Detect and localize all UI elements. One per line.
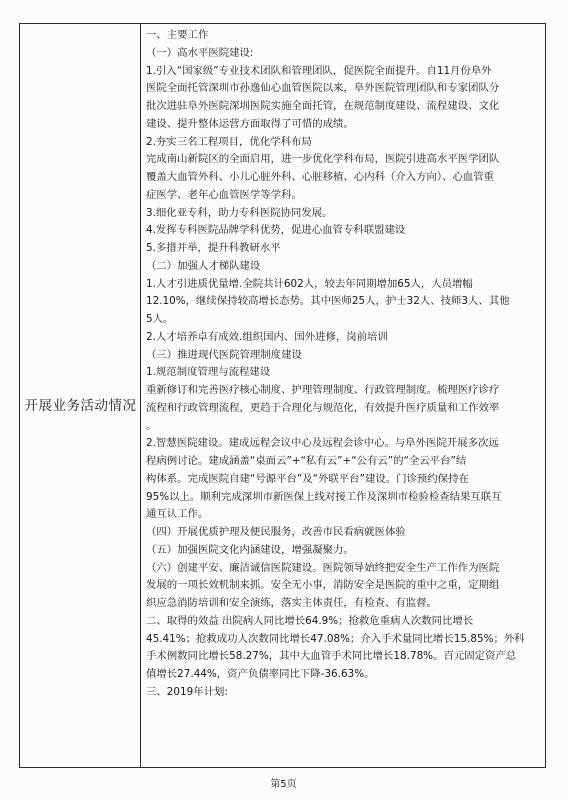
content-line: 5.多措并举，提升科教研水平 — [146, 242, 281, 254]
content-line: （一）高水平医院建设: — [146, 46, 254, 59]
content-line: 重新修订和完善医疗核心制度、护理管理制度、行政管理制度。梳理医疗诊疗 — [146, 384, 500, 396]
content-line: 12.10%，继续保持较高增长态势。其中医师25人，护士32人、技师3人、其他 — [146, 295, 510, 308]
content-line: 医院全面托管深圳市孙逸仙心血管医院以来，阜外医院管理团队和专家团队分 — [146, 82, 500, 95]
content-line: 2.智慧医院建设。建成远程会议中心及远程会诊中心。与阜外医院开展多次远 — [146, 437, 499, 450]
content-line: 二、取得的效益 出院病人同比增长64.9%；抢救危重病人次数同比增长 — [146, 614, 474, 627]
content-line: （三）推进现代医院管理制度建设 — [146, 348, 302, 361]
content-line: 2.人才培养卓有成效.组织国内、国外进修，岗前培训 — [146, 330, 388, 343]
content-line: 4.发挥专科医院品牌学科优势，促进心血管专科联盟建设 — [146, 224, 406, 237]
content-line: （六）创建平安、廉洁诚信医院建设。医院领导始终把安全生产工作作为医院 — [146, 561, 500, 574]
content-line: 织应急消防培训和安全演练，落实主体责任，有检查、有监督。 — [146, 597, 437, 609]
content-line: 流程和行政管理流程，更趋于合理化与规范化，有效提升医疗质量和工作效率 — [146, 401, 500, 414]
content-line: （二）加强人才梯队建设 — [146, 259, 261, 272]
content-line: 程病例讨论。建成涵盖“桌面云”+“私有云”+“公有云”的“全云平台”结 — [146, 455, 467, 467]
content-line: 通互认工作。 — [146, 508, 209, 521]
content-line: 95%以上。顺利完成深圳市新医保上线对接工作及深圳市检验检查结果互联互 — [146, 490, 502, 503]
content-line: 。 — [146, 419, 157, 432]
section-label: 开展业务活动情况 — [24, 398, 137, 414]
content-line: 建设、提升整体运营方面取得了可惜的成绩。 — [146, 117, 354, 130]
content-line: 症医学、老年心血管医学等学科。 — [146, 188, 302, 201]
content-line: 手术例数同比增长58.27%，其中大血管手术同比增长18.78%。百元固定资产总 — [146, 650, 517, 663]
content-column — [146, 27, 542, 702]
content-line: 5人。 — [146, 313, 174, 325]
content-line: 覆盖大血管外科、小儿心脏外科、心脏移植、心内科（介入方向）、心血管重 — [146, 171, 495, 183]
content-line: 3.细化亚专科，助力专科医院协同发展。 — [146, 206, 333, 219]
content-line: 发展的一项长效机制来抓。安全无小事，消防安全是医院的重中之重，定期组 — [146, 579, 500, 592]
content-line: 三、2019年计划: — [146, 685, 228, 698]
content-line: 45.41%；抢救成功人次数同比增长47.08%；介入手术量同比增长15.85%；外科 — [146, 632, 525, 645]
label-column — [20, 24, 141, 767]
content-line: 2.夯实三名工程项目，优化学科布局 — [146, 135, 312, 148]
content-line: 构体系。完成医院自建“号源平台”及“外联平台”建设。门诊预约保持在 — [146, 472, 469, 485]
content-line: 一、主要工作 — [146, 29, 209, 41]
content-line: （四）开展优质护理及便民服务，改善市民看病就医体验 — [146, 526, 406, 538]
content-line: 值增长27.44%，资产负债率同比下降-36.63%。 — [146, 668, 375, 680]
content-line: 1.引入“国家级”专业技术团队和管理团队，促医院全面提升。自11月份阜外 — [146, 64, 492, 77]
content-line: （五）加强医院文化内涵建设，增强凝聚力。 — [146, 543, 354, 556]
content-line: 完成南山新院区的全面启用，进一步优化学科布局，医院引进高水平医学团队 — [146, 153, 500, 166]
page-number: 第5页 — [270, 779, 297, 790]
report-table — [19, 23, 546, 768]
content-line: 批次进驻阜外医院深圳医院实施全面托管，在规范制度建设、流程建设、文化 — [146, 100, 500, 112]
content-line: 1.规范制度管理与流程建设 — [146, 366, 271, 379]
content-line: 1.人才引进质优量增.全院共计602人，较去年同期增加65人，人员增幅 — [146, 277, 473, 290]
